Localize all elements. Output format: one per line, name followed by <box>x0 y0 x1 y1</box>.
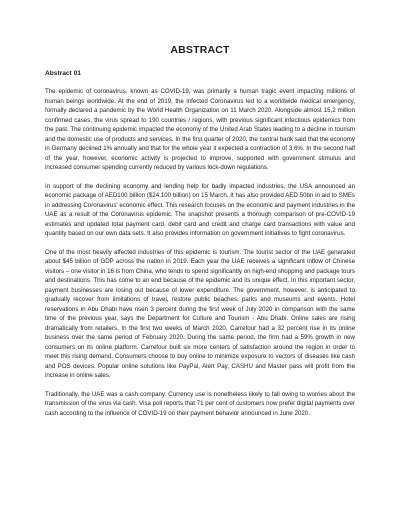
paragraph-2: In support of the declining economy and lending help for badly impacted industries, the USA announced an economic package of AED100 billion ($24.100 billion) on 15 March. It has also provided AED 50bn in aid to SMEs in addressing Coronavirus' economic effect. This research focuses on the economic and payment industries in the UAE as a result of the Coronavirus epidemic. The snapshot presents a thorough comparison of pre-COVID-19 estimates and updated total payment card, debit card and credit and charge card transactions with value and quantity based on our own data sets. It also provides information on government initiatives to fight coronavirus. <box>45 182 355 237</box>
page-title: ABSTRACT <box>170 44 230 56</box>
paragraph-3: One of the most heavily affected industries of this epidemic is tourism. The tourist sector of the UAE generated about $45 billion of GDP across the nation in 2019. Each year the UAE receives a significant inflow of Chinese visitors – one visitor in 16 is from China, who tends to spend significantly on high-end shopping and package tours and destinations. This has come to an end because of the epidemic and its unique effect. In this important sector, payment businesses are losing out because of lower expenditure. The government, however, is anticipated to gradually recover from limitations of travel, restore public beaches, parks and museums and events. Hotel reservations in Abu Dhabi have risen 3 percent during the first week of July 2020 in comparison with the same time of the previous year, says the Department for Culture and Tourism - Abu Dhabi. Online sales are rising dramatically from retailers. In the first two weeks of March 2020, Carrefour had a 32 percent rise in its online business over the same period of February 2020. During the same period, the firm had a 59% growth in new consumers on its online platform. Carrefour built six more centers of satisfaction around the region in order to meet this rising demand. Consumers choose to buy online to minimize exposure to vectors of diseases like cash and POS devices. Popular online solutions like PayPal, Alert Pay, CASHU and Master pass will profit from the increase in online sales. <box>45 248 355 379</box>
paragraph-1: The epidemic of coronavirus, known as COVID-19, was primarily a human tragic event impacting millions of human beings worldwide. At the end of 2019, the infected Coronavirus led to a worldwide medical emergency, formally declared a pandemic by the World Health Organization on 11 March 2020. Alongside almost 15,2 million confirmed cases, the virus spread to 190 countries / regions, with previous significant infectious epidemics from the past. The continuing epidemic impacted the economy of the United Arab States leading to a decline in tourism and the domestic use of products and services. In the first quarter of 2020, the central bank said that the economy in Germany declined 1% annually and that for the whole year it expected a contraction of 3.6%. In the second half of the year, however, economic activity is projected to improve, supported with government stimulus and increased consumer spending currently reduced by various lock-down regulations. <box>45 88 355 171</box>
section-subheading: Abstract 01 <box>45 70 81 77</box>
paragraph-4: Traditionally, the UAE was a cash company. Currency use is nonetheless likely to fall owing to worries about the transmission of the virus via cash. Visa poll reports that 71 per cent of customers now prefer digital payments over cash according to the influence of COVID-19 on their payment behavior announced in June 2020. <box>45 390 355 417</box>
